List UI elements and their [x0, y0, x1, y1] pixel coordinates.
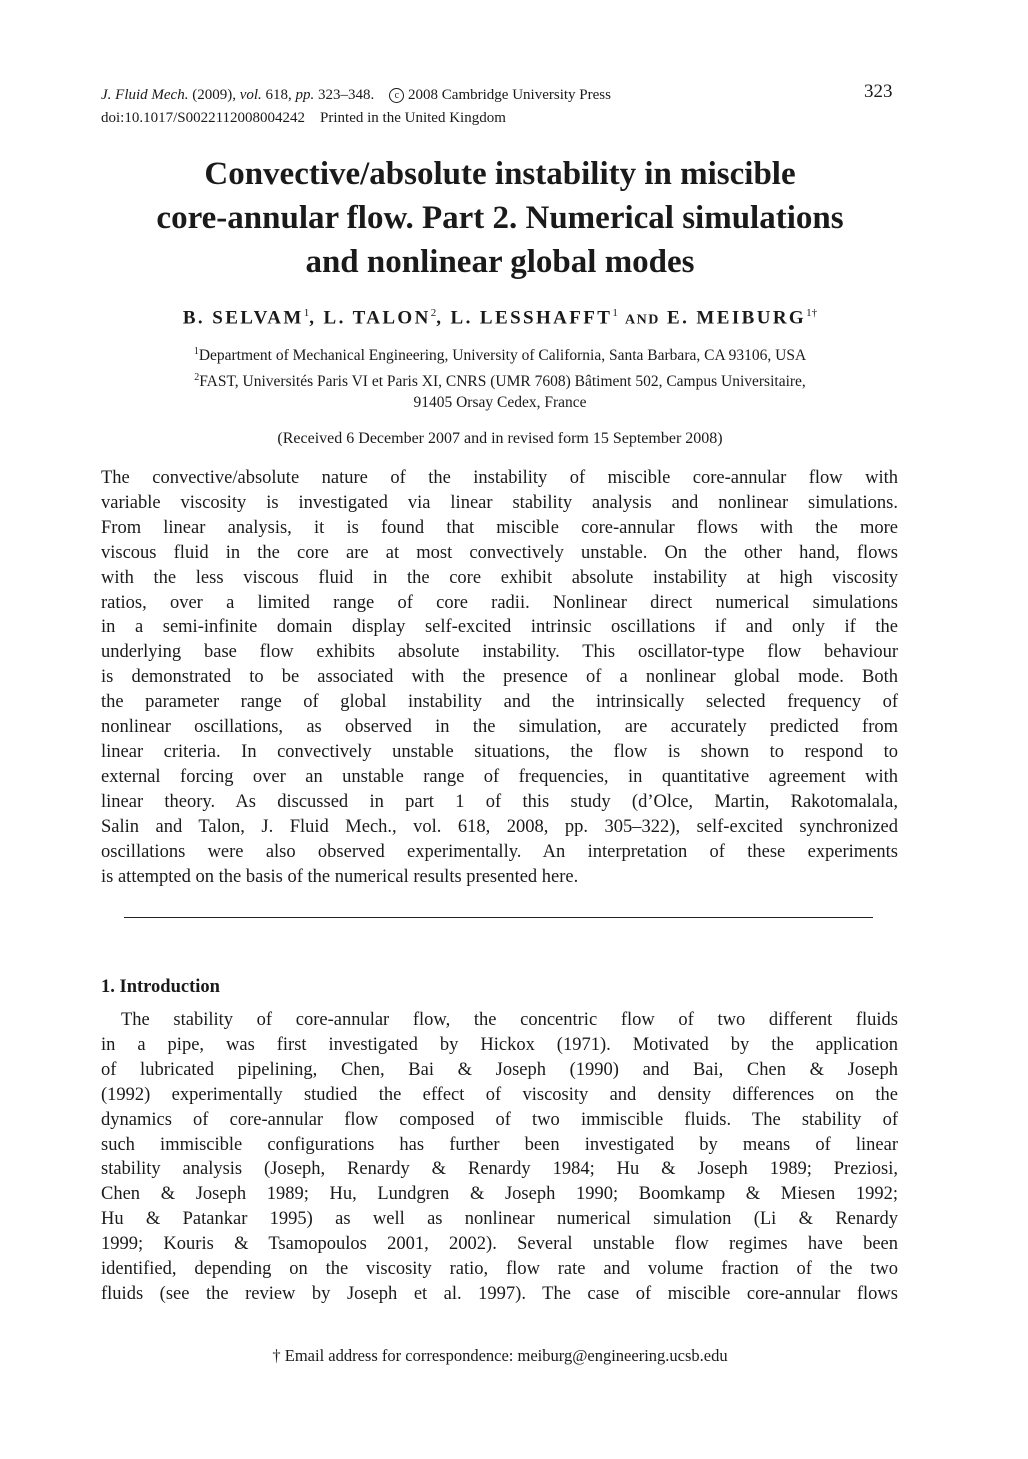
- abstract: [101, 466, 898, 889]
- intro-line: dynamics of core-annular flow composed of two immiscible fluids. The stability of: [101, 1109, 898, 1130]
- author-name: B. SELVAM: [182, 307, 304, 329]
- abstract-line: The convective/absolute nature of the instability of miscible core-annular flow with: [101, 468, 898, 488]
- title-line: Convective/absolute instability in miscible: [204, 156, 796, 192]
- article-title: [90, 152, 910, 284]
- abstract-line: Salin and Talon, J. Fluid Mech., vol. 618, 2008, pp. 305–322), self-excited synchronized: [101, 816, 898, 837]
- affiliation-2: [90, 367, 910, 413]
- affiliation-mark: 1: [193, 346, 199, 357]
- abstract-line: ratios, over a limited range of core radii. Nonlinear direct numerical simulations: [101, 592, 898, 613]
- author-name: L. LESSHAFFT: [450, 307, 613, 329]
- pages-label: pp.: [295, 87, 315, 103]
- abstract-line: underlying base flow exhibits absolute instability. This oscillator-type flow behaviour: [101, 642, 898, 663]
- section-heading: 1. Introduction: [101, 977, 220, 997]
- title-line: and nonlinear global modes: [305, 244, 695, 280]
- affiliation-mark: 2: [194, 372, 200, 383]
- page-range: 323–348.: [318, 87, 375, 103]
- author-affil-mark: 1: [303, 307, 310, 319]
- abstract-line: oscillations were also observed experimentally. An interpretation of these experiments: [101, 841, 898, 862]
- abstract-line: linear theory. As discussed in part 1 of this study (d’Olce, Martin, Rakotomalala,: [101, 791, 898, 812]
- intro-line: The stability of core-annular flow, the concentric flow of two different fluids: [121, 1010, 898, 1030]
- journal-year: (2009),: [192, 87, 236, 103]
- intro-line: 1999; Kouris & Tsamopoulos 2001, 2002). Several unstable flow regimes have been: [101, 1234, 898, 1255]
- affiliation-text: 91405 Orsay Cedex, France: [413, 394, 587, 412]
- introduction-paragraph: [101, 1008, 898, 1307]
- abstract-divider: [124, 917, 873, 918]
- affiliation-text: FAST, Universités Paris VI et Paris XI, CNRS (UMR 7608) Bâtiment 502, Campus Universitaire,: [199, 373, 806, 391]
- abstract-line: in a semi-infinite domain display self-excited intrinsic oscillations if and only if the: [101, 617, 898, 638]
- abstract-line: the parameter range of global instability and the intrinsically selected frequency of: [101, 692, 898, 713]
- abstract-line: linear criteria. In convectively unstable situations, the flow is shown to respond to: [101, 741, 898, 762]
- volume-number: 618,: [265, 87, 292, 103]
- abstract-line: is demonstrated to be associated with the presence of a nonlinear global mode. Both: [101, 667, 898, 688]
- abstract-line: From linear analysis, it is found that miscible core-annular flows with the more: [101, 517, 898, 538]
- affiliation-text: Department of Mechanical Engineering, University of California, Santa Barbara, CA 93106, USA: [198, 347, 807, 365]
- author-name: E. MEIBURG: [667, 307, 807, 329]
- abstract-line: nonlinear oscillations, as observed in the simulation, are accurately predicted from: [101, 717, 898, 738]
- intro-line: of lubricated pipelining, Chen, Bai & Joseph (1990) and Bai, Chen & Joseph: [101, 1059, 898, 1080]
- author-affil-mark: 1†: [806, 307, 818, 319]
- intro-line: (1992) experimentally studied the effect of viscosity and density differences on the: [101, 1084, 898, 1105]
- author-affil-mark: 2: [430, 307, 437, 319]
- intro-line: Chen & Joseph 1989; Hu, Lundgren & Joseph 1990; Boomkamp & Miesen 1992;: [101, 1184, 898, 1205]
- intro-line: in a pipe, was first investigated by Hickox (1971). Motivated by the application: [101, 1034, 898, 1055]
- affiliation-1: [90, 341, 910, 366]
- volume-label: vol.: [239, 87, 262, 103]
- author-name: L. TALON: [323, 307, 431, 329]
- page-number: 323: [864, 81, 893, 102]
- journal-citation-line: [101, 85, 611, 105]
- intro-line: identified, depending on the viscosity ratio, flow rate and volume fraction of the two: [101, 1259, 898, 1280]
- doi: doi:10.1017/S0022112008004242: [101, 110, 306, 126]
- abstract-line: with the less viscous fluid in the core exhibit absolute instability at high viscosity: [101, 567, 898, 588]
- doi-line: [101, 108, 506, 128]
- intro-line: stability analysis (Joseph, Renardy & Renardy 1984; Hu & Joseph 1989; Preziosi,: [101, 1159, 898, 1180]
- intro-line: Hu & Patankar 1995) as well as nonlinear numerical simulation (Li & Renardy: [101, 1209, 898, 1230]
- author-affil-mark: 1: [612, 307, 618, 319]
- author-list: B. SELVAM$^1$, L. TALON$^2$, L. LESSHAFFT$^1$ AND E. $MEIBURG^{1\dagger}$: [182, 307, 818, 329]
- copyright-symbol: c: [389, 88, 404, 103]
- intro-line: fluids (see the review by Joseph et al. 1997). The case of miscible core-annular flows: [101, 1283, 898, 1304]
- abstract-line: variable viscosity is investigated via linear stability analysis and nonlinear simulations.: [101, 492, 898, 513]
- copyright-text: 2008 Cambridge University Press: [408, 87, 611, 103]
- abstract-line: viscous fluid in the core are at most convectively unstable. On the other hand, flows: [101, 542, 898, 563]
- abstract-line: is attempted on the basis of the numerical results presented here.: [101, 866, 579, 887]
- correspondence-footnote: † Email address for correspondence: meiburg@engineering.ucsb.edu: [272, 1346, 728, 1365]
- journal-name: J. Fluid Mech.: [101, 87, 189, 103]
- title-line: core-annular flow. Part 2. Numerical simulations: [156, 200, 844, 236]
- author-conjunction: AND: [625, 312, 660, 328]
- intro-line: such immiscible configurations has further been investigated by means of linear: [101, 1134, 898, 1155]
- abstract-line: external forcing over an unstable range of frequencies, in quantitative agreement with: [101, 766, 898, 787]
- printed-in: Printed in the United Kingdom: [320, 110, 506, 126]
- received-dates: (Received 6 December 2007 and in revised form 15 September 2008): [277, 430, 723, 447]
